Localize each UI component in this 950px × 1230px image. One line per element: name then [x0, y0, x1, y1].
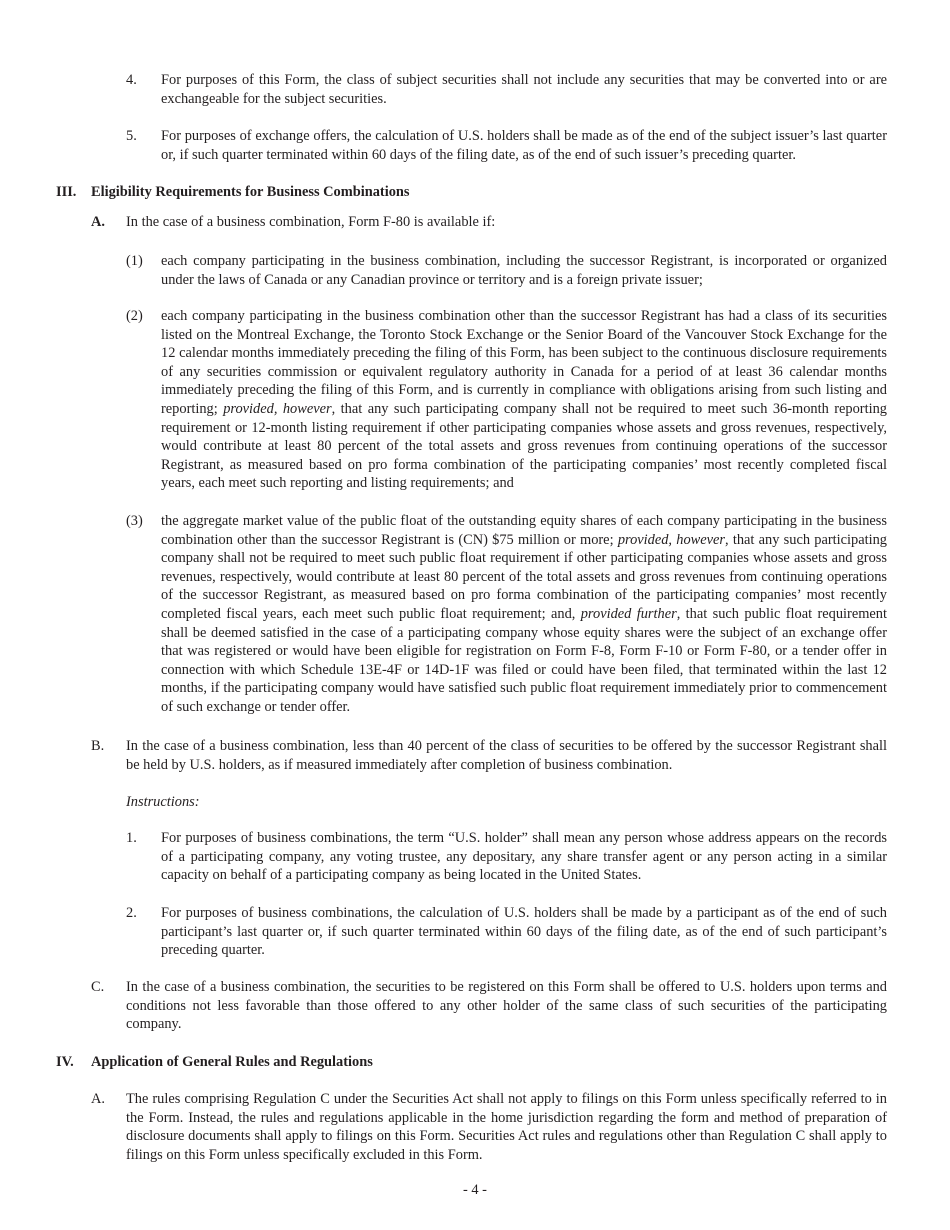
requirement-number: (2) [126, 308, 143, 324]
page-number: - 4 - [463, 1182, 487, 1198]
section-number: III. [56, 184, 77, 200]
instruction-text: For purposes of business combinations, the term “U.S. holder” shall mean any person whose address appears on the records of a participating company, any voting trustee, any depositary, any share transfer agent or any person acting in a similar capacity on behalf of a participating company as being located in the United States. [161, 830, 887, 884]
instruction-text: For purposes of exchange offers, the calculation of U.S. holders shall be made as of the end of the subject issuer’s last quarter or, if such quarter terminated within 60 days of the filing date, as of the end of such issuer’s preceding quarter. [161, 128, 887, 163]
subsection-text: In the case of a business combination, the securities to be registered on this Form shall be offered to U.S. holders upon terms and conditions not less favorable than those offered to any other holder of the same class of such securities of the participating company. [126, 979, 887, 1033]
instructions-label: Instructions: [126, 794, 200, 810]
requirement-text: each company participating in the business combination other than the successor Registrant has had a class of its securities listed on the Montreal Exchange, the Toronto Stock Exchange or the Senior Board of the Vancouver Stock Exchange for the 12 calendar months immediately preceding the filing of this Form, has been subject to the continuous disclosure requirements of any securities commission or equivalent regulatory authority in Canada for a period of at least 36 calendar months immediately preceding the filing of this Form, and is currently in compliance with obligations arising from such listing and reporting; provided, however, that any such participating company shall not be required to meet such 36-month reporting requirement or 12-month listing requirement if other participating companies whose assets and gross revenues, respectively, would contribute at least 80 percent of the total assets and gross revenues from continuing operations of the successor Registrant, as measured based on pro forma combination of the participating companies’ most recently completed fiscal years, each meet such reporting and listing requirements; and [161, 308, 887, 492]
subsection-text: In the case of a business combination, Form F-80 is available if: [126, 214, 496, 230]
instruction-text: For purposes of business combinations, the calculation of U.S. holders shall be made by a participant as of the end of such participant’s last quarter or, if such quarter terminated within 60 days of the filing date, as of the end of such participant’s preceding quarter. [161, 905, 887, 959]
requirement-number: (3) [126, 513, 143, 529]
italic-proviso: provided, however [617, 531, 726, 548]
italic-proviso: provided, however [223, 400, 332, 417]
instruction-number: 1. [126, 830, 137, 846]
section-title: Application of General Rules and Regulations [91, 1054, 373, 1070]
instruction-number: 2. [126, 905, 137, 921]
subsection-label: A. [91, 214, 105, 230]
requirement-number: (1) [126, 253, 143, 269]
requirement-text: each company participating in the business combination, including the successor Registrant, is incorporated or organized under the laws of Canada or any Canadian province or territory and is a foreign private issuer; [161, 253, 887, 288]
instruction-number: 4. [126, 72, 137, 88]
italic-proviso: provided further [580, 605, 677, 622]
subsection-text: The rules comprising Regulation C under the Securities Act shall not apply to filings on this Form unless specifically referred to in the Form. Instead, the rules and regulations applicable in the home jurisdiction regarding the form and method of preparation of disclosure documents shall apply to filings on this Form. Securities Act rules and regulations other than Regulation C shall apply to filings on this Form unless specifically excluded in this Form. [126, 1091, 887, 1163]
section-title: Eligibility Requirements for Business Combinations [91, 184, 410, 200]
subsection-text: In the case of a business combination, less than 40 percent of the class of securities to be offered by the successor Registrant shall be held by U.S. holders, as if measured immediately after completion of business combination. [126, 738, 887, 773]
subsection-label: B. [91, 738, 105, 754]
requirement-text: the aggregate market value of the public float of the outstanding equity shares of each company participating in the business combination other than the successor Registrant is (CN) $75 million or more; provided, however, that any such participating company shall not be required to meet such public float requirement if other participating companies whose assets and gross revenues, respectively, would contribute at least 80 percent of the total assets and gross revenues from continuing operations of the successor Registrant, as measured based on pro forma combination of the participating companies’ most recently completed fiscal years, each meet such public float requirement; and, provided further, that such public float requirement shall be deemed satisfied in the case of a participating company whose equity shares were the subject of an exchange offer that was registered or would have been eligible for registration on Form F-8, Form F-10 or Form F-80, or a tender offer in connection with which Schedule 13E-4F or 14D-1F was filed or could have been filed, that terminated within the last 12 months, if the participating company would have satisfied such public float requirement immediately prior to commencement of such exchange or tender offer. [161, 513, 887, 715]
instruction-number: 5. [126, 128, 137, 144]
subsection-label: C. [91, 979, 105, 995]
section-number: IV. [56, 1054, 74, 1070]
instruction-text: For purposes of this Form, the class of subject securities shall not include any securities that may be converted into or are exchangeable for the subject securities. [161, 72, 887, 107]
subsection-label: A. [91, 1091, 105, 1107]
